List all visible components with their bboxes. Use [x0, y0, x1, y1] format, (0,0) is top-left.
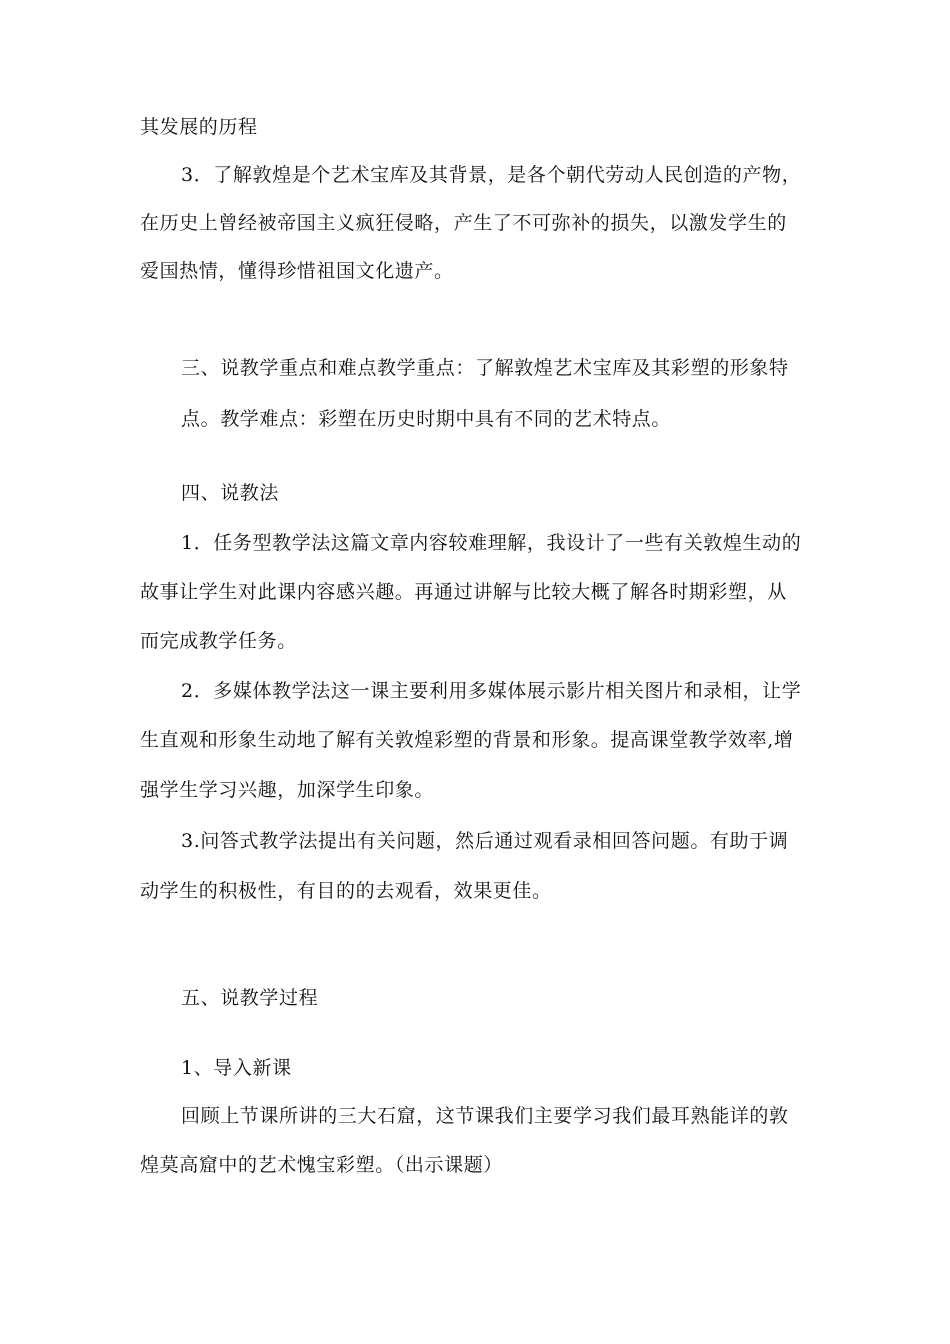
section-heading: 三、说教学重点和难点教学重点：了解敦煌艺术宝库及其彩塑的形象特: [181, 357, 789, 379]
text-line: 故事让学生对此课内容感兴趣。再通过讲解与比较大概了解各时期彩塑，从: [140, 581, 787, 603]
text-line: 爱国热情，懂得珍惜祖国文化遗产。: [140, 260, 454, 282]
text-line: 点。教学难点：彩塑在历史时期中具有不同的艺术特点。: [181, 408, 672, 430]
text-line: 其发展的历程: [140, 116, 258, 138]
section-heading: 四、说教法: [181, 482, 280, 504]
subsection-heading: 1、导入新课: [181, 1057, 292, 1079]
text-line: 2．多媒体教学法这一课主要利用多媒体展示影片相关图片和录相，让学: [181, 680, 802, 702]
section-heading: 五、说教学过程: [181, 987, 319, 1009]
text-line: 3．了解敦煌是个艺术宝库及其背景，是各个朝代劳动人民创造的产物，: [181, 164, 802, 186]
text-line: 3.问答式教学法提出有关问题，然后通过观看录相回答问题。有助于调: [181, 830, 789, 852]
text-line: 1．任务型教学法这篇文章内容较难理解，我设计了一些有关敦煌生动的: [181, 532, 802, 554]
text-line: 在历史上曾经被帝国主义疯狂侵略，产生了不可弥补的损失，以激发学生的: [140, 212, 787, 234]
text-line: 煌莫高窟中的艺术愧宝彩塑。（出示课题）: [140, 1154, 503, 1176]
text-line: 动学生的积极性，有目的的去观看，效果更佳。: [140, 880, 552, 902]
text-line: 而完成教学任务。: [140, 630, 297, 652]
text-line: 强学生学习兴趣，加深学生印象。: [140, 779, 435, 801]
text-line: 回顾上节课所讲的三大石窟，这节课我们主要学习我们最耳熟能详的敦: [181, 1105, 789, 1127]
text-line: 生直观和形象生动地了解有关敦煌彩塑的背景和形象。提高课堂教学效率,增: [140, 729, 794, 751]
